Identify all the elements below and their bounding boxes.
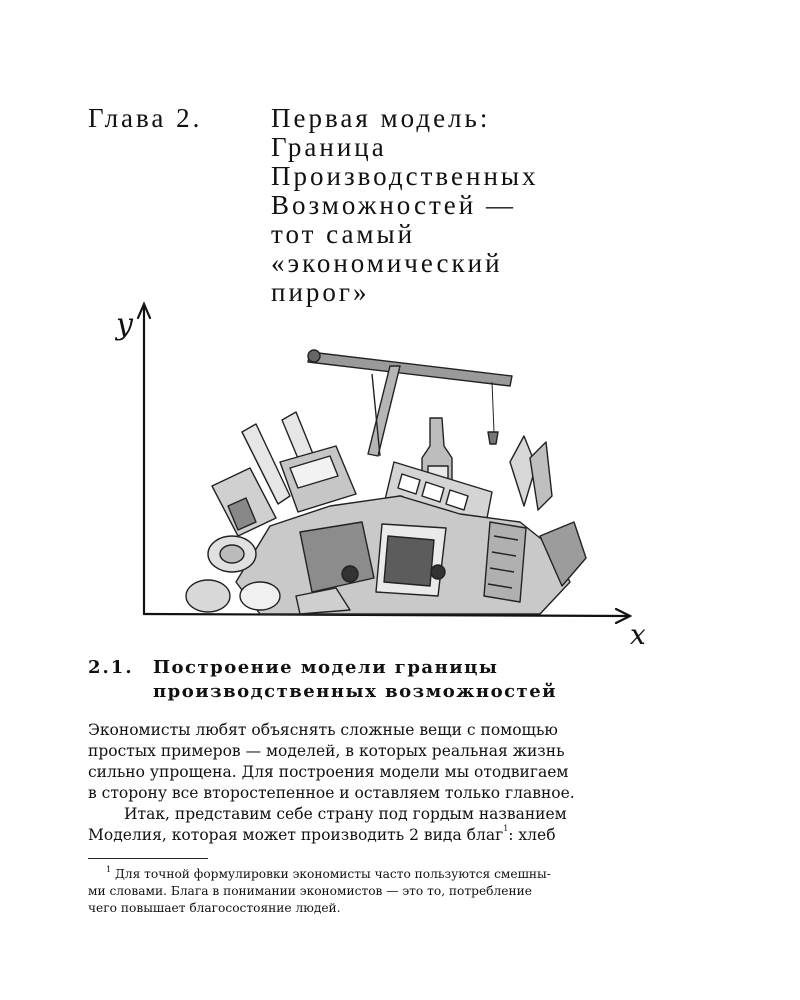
y-axis-label: y (116, 307, 133, 342)
chapter-title-line: «экономический (271, 248, 503, 278)
body-line: сильно упрощена. Для построения модели мы отодвигаем (88, 763, 569, 781)
chapter-title-line: пирог» (271, 277, 370, 307)
section-title (153, 656, 693, 704)
section-title-line: производственных возможностей (153, 681, 557, 702)
body-line: Экономисты любят объяснять сложные вещи с помощью (88, 721, 558, 739)
footnote-divider (88, 858, 208, 859)
chapter-title-line: Граница (271, 132, 387, 162)
body-line: простых примеров — моделей, в которых реальная жизнь (88, 742, 565, 760)
crane-icon (308, 350, 512, 456)
section-number: 2.1. (88, 657, 134, 678)
body-text (88, 720, 688, 846)
body-line-text: Моделия, которая может производить 2 вида благ (88, 826, 504, 844)
truck-icon (280, 446, 356, 512)
pile-of-goods-icon (186, 350, 586, 614)
body-line-text: : хлеб (508, 826, 556, 844)
chapter-title-line: Первая модель: (271, 103, 491, 133)
chapter-title (271, 104, 711, 307)
footnote-marker: 1 (106, 865, 112, 874)
footnote-line: ми словами. Блага в понимании экономистов — это то, потребление (88, 884, 532, 898)
section-title-line: Построение модели границы (153, 657, 499, 678)
chapter-title-line: Возможностей — (271, 190, 516, 220)
chapter-label: Глава 2. (88, 103, 203, 133)
chapter-title-line: тот самый (271, 219, 416, 249)
footnote-line: чего повышает благосостояние людей. (88, 901, 341, 915)
goods-mass (236, 496, 570, 614)
footnote-text: Для точной формулировки экономисты часто пользуются смешны- (111, 867, 551, 881)
footnote-line (88, 866, 688, 883)
chapter-title-line: Производственных (271, 161, 539, 191)
illustration (100, 296, 660, 648)
footnote (88, 866, 688, 917)
footnote-ref-link[interactable]: 1 (503, 824, 509, 833)
x-axis-label: x (630, 618, 646, 648)
body-line-with-footnote-ref (88, 825, 688, 846)
body-line: в сторону все второстепенное и оставляем только главное. (88, 784, 575, 802)
body-line: Итак, представим себе страну под гордым названием (124, 805, 567, 823)
